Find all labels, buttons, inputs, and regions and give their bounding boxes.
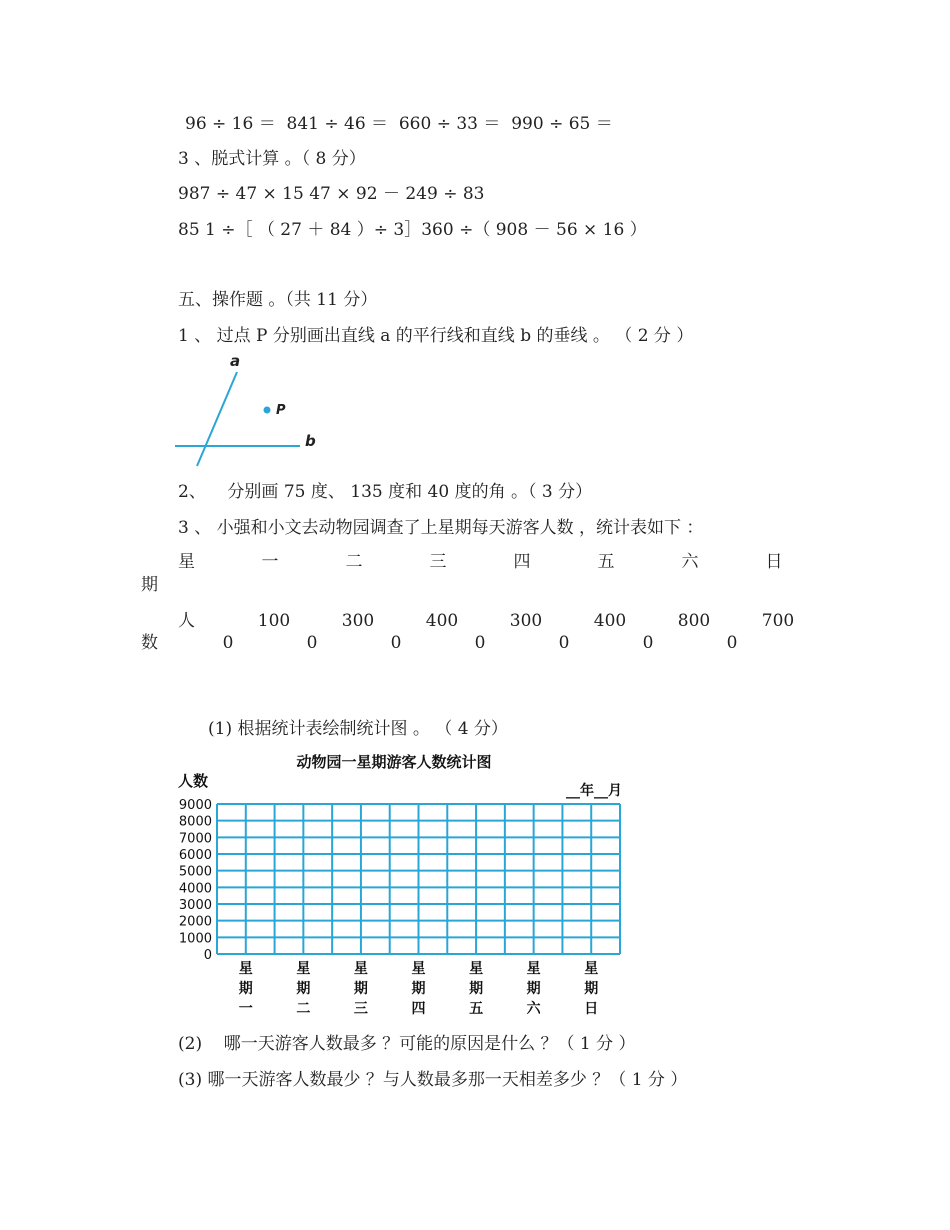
x-category-label: 期 bbox=[584, 981, 599, 997]
x-category-label: 三 bbox=[353, 1001, 368, 1017]
y-tick-label: 3000 bbox=[178, 898, 212, 913]
chart-question-3: (3) 哪一天游客人数最少 ？与人数最多那一天相差多少 ？（ 1 分 ） bbox=[178, 1070, 688, 1090]
question-3: 3 、 小强和小文去动物园调查了上星期每天游客人数 ，统计表如下 ： bbox=[178, 518, 704, 538]
chart-grid bbox=[217, 804, 620, 954]
table-count: 400 bbox=[425, 611, 459, 631]
chart-y-ticks bbox=[179, 798, 212, 963]
x-category-label: 一 bbox=[238, 1001, 253, 1017]
y-tick-label: 1000 bbox=[178, 931, 212, 947]
chart-ylabel: 人数 bbox=[178, 772, 209, 790]
chart-question-2: (2) 哪一天游客人数最多 ？可能的原因是什么 ？（ 1 分 ） bbox=[178, 1034, 636, 1054]
line-a bbox=[197, 372, 237, 466]
table-head-day-bottom: 期 bbox=[141, 575, 158, 595]
x-category-label: 期 bbox=[353, 981, 368, 997]
y-tick-label: 9000 bbox=[178, 798, 212, 813]
question-2: 2、 分别画 75 度、 135 度和 40 度的角 。（ 3 分） bbox=[178, 482, 593, 502]
y-tick-label: 6000 bbox=[178, 848, 212, 863]
x-category-label: 二 bbox=[296, 1001, 311, 1017]
table-day: 日 bbox=[765, 552, 783, 572]
table-count-zero: 0 bbox=[474, 633, 486, 653]
table-count: 300 bbox=[341, 611, 375, 631]
table-count-zero: 0 bbox=[726, 633, 738, 653]
table-count-zero: 0 bbox=[642, 633, 654, 653]
x-category-label: 期 bbox=[238, 981, 253, 997]
calc-line-1: 987 ÷ 47 × 15 47 × 92 － 249 ÷ 83 bbox=[178, 184, 485, 204]
question-1: 1 、 过点 P 分别画出直线 a 的平行线和直线 b 的垂线 。 （ 2 分 ） bbox=[178, 326, 694, 346]
section-5-heading: 五、操作题 。（共 11 分） bbox=[178, 290, 378, 310]
x-category-label: 星 bbox=[296, 961, 311, 977]
calc-line-2: 85 1 ÷［ （ 27 ＋ 84 ）÷ 3］360 ÷（ 908 － 56 × 16 ） bbox=[178, 220, 647, 240]
y-tick-label: 0 bbox=[203, 948, 212, 963]
x-category-label: 五 bbox=[469, 1001, 484, 1017]
table-head-count-top: 人 bbox=[178, 611, 195, 631]
table-day: 五 bbox=[597, 552, 615, 572]
y-tick-label: 5000 bbox=[178, 864, 212, 880]
chart-title: 动物园一星期游客人数统计图 bbox=[296, 753, 492, 771]
x-category-label: 星 bbox=[411, 961, 426, 977]
table-count: 100 bbox=[257, 611, 291, 631]
label-a: a bbox=[230, 352, 241, 370]
y-tick-label: 2000 bbox=[178, 914, 212, 930]
table-count: 700 bbox=[761, 611, 795, 631]
label-p: P bbox=[276, 403, 286, 418]
x-category-label: 星 bbox=[353, 961, 368, 977]
table-count-zero: 0 bbox=[306, 633, 318, 653]
x-category-label: 期 bbox=[296, 981, 311, 997]
chart-date-label: __年__月 bbox=[566, 783, 622, 799]
x-category-label: 期 bbox=[411, 981, 426, 997]
x-category-label: 期 bbox=[526, 981, 541, 997]
x-category-label: 四 bbox=[411, 1001, 426, 1017]
table-day: 四 bbox=[513, 552, 531, 572]
table-count: 400 bbox=[593, 611, 627, 631]
chart-x-labels bbox=[239, 961, 598, 1017]
lines-figure bbox=[170, 350, 330, 470]
x-category-label: 六 bbox=[526, 1001, 541, 1017]
section-3-heading: 3 、脱式计算 。（ 8 分） bbox=[178, 149, 366, 169]
table-count-zero: 0 bbox=[222, 633, 234, 653]
table-head-count-bottom: 数 bbox=[141, 633, 158, 653]
oral-calc-line: 96 ÷ 16 ＝ 841 ÷ 46 ＝ 660 ÷ 33 ＝ 990 ÷ 65 ＝ bbox=[185, 114, 613, 134]
table-head-day-top: 星 bbox=[178, 552, 195, 572]
x-category-label: 期 bbox=[469, 981, 484, 997]
table-day: 一 bbox=[261, 552, 279, 572]
point-p bbox=[264, 407, 271, 414]
table-count-zero: 0 bbox=[390, 633, 402, 653]
table-day: 三 bbox=[429, 552, 447, 572]
y-tick-label: 4000 bbox=[178, 881, 212, 897]
table-day: 二 bbox=[345, 552, 363, 572]
table-day: 六 bbox=[681, 552, 699, 572]
table-count: 800 bbox=[677, 611, 711, 631]
visitor-chart bbox=[170, 748, 640, 1023]
label-b: b bbox=[305, 432, 316, 450]
x-category-label: 星 bbox=[526, 961, 541, 977]
table-count-zero: 0 bbox=[558, 633, 570, 653]
table-count: 300 bbox=[509, 611, 543, 631]
x-category-label: 星 bbox=[469, 961, 484, 977]
y-tick-label: 7000 bbox=[178, 831, 212, 847]
x-category-label: 星 bbox=[238, 961, 253, 977]
x-category-label: 日 bbox=[584, 1001, 599, 1017]
chart-question-1: (1) 根据统计表绘制统计图 。 （ 4 分） bbox=[208, 719, 508, 739]
y-tick-label: 8000 bbox=[178, 814, 212, 830]
x-category-label: 星 bbox=[584, 961, 599, 977]
